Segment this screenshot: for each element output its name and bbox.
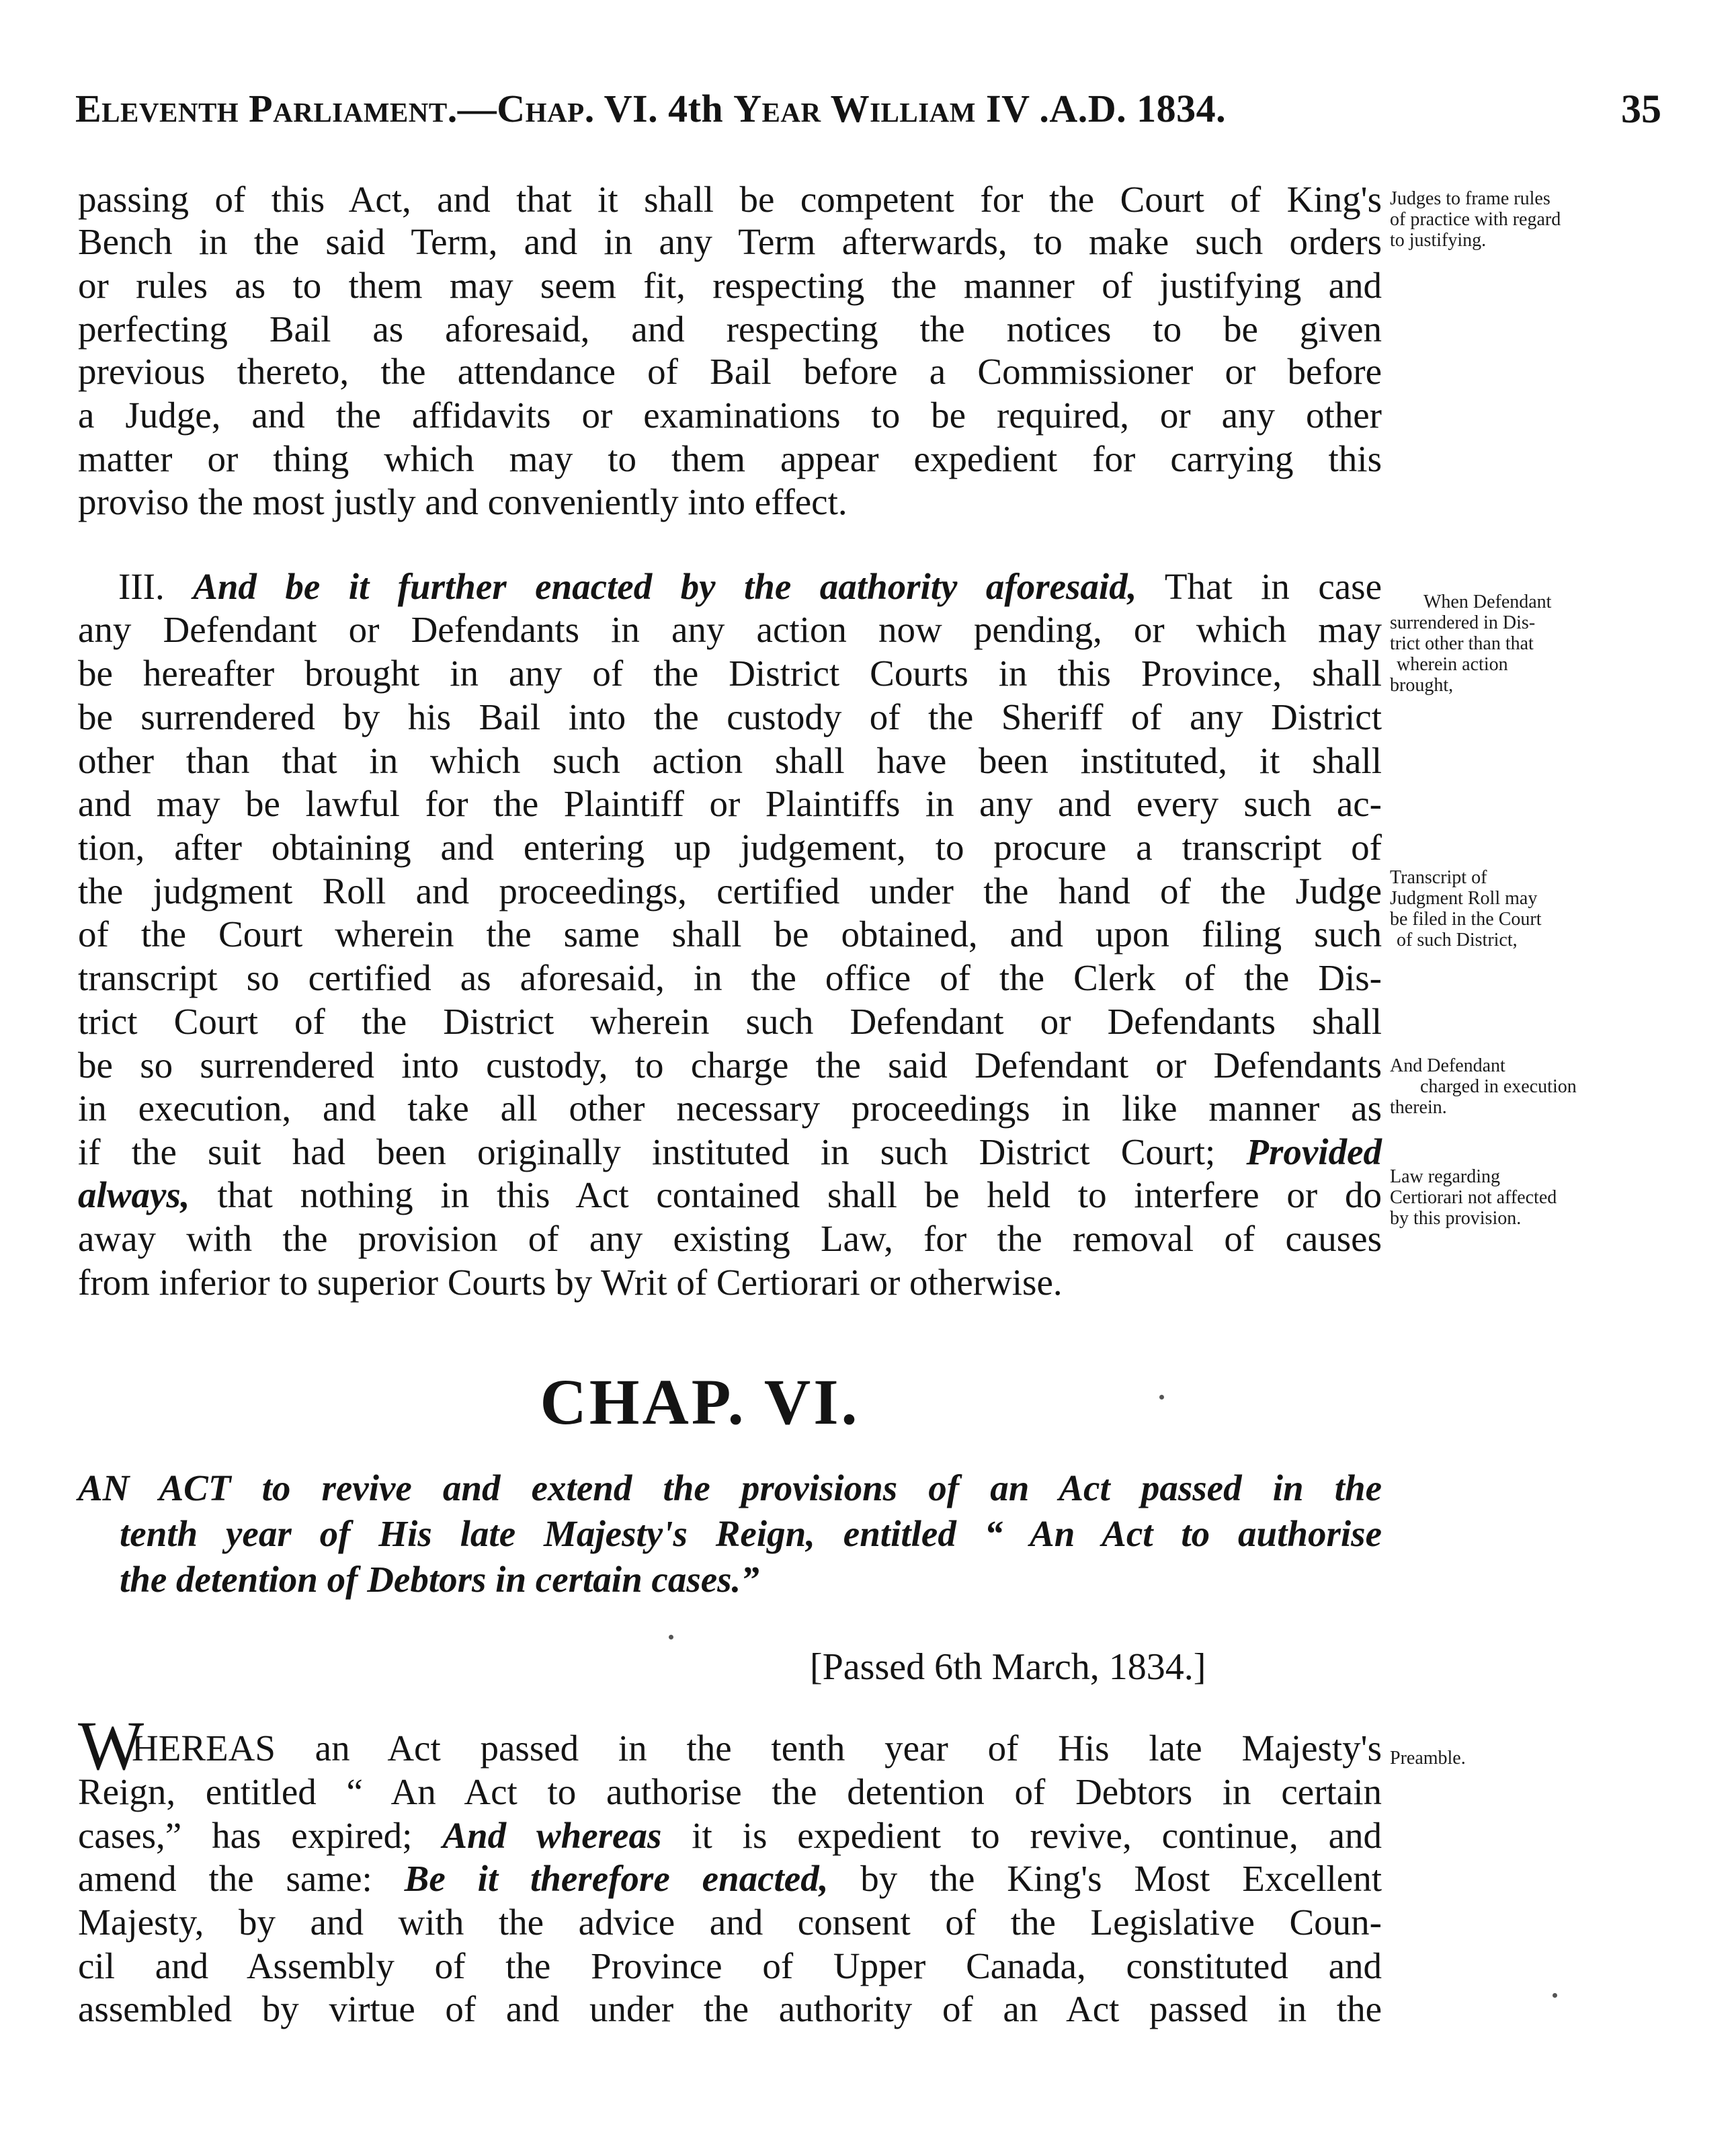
passed-date: [Passed 6th March, 1834.] — [810, 1646, 1206, 1688]
text-line: matter or thing which may to them appear expedient for carrying this — [78, 438, 1382, 479]
act-title-line: tenth year of His late Majesty's Reign, entitled “ An Act to authorise — [120, 1513, 1382, 1554]
text-line: the judgment Roll and proceedings, certified under the hand of the Judge — [78, 870, 1382, 911]
text-line: transcript so certified as aforesaid, in the office of the Clerk of the Dis- — [78, 957, 1382, 998]
text-line: Reign, entitled “ An Act to authorise the detention of Debtors in certain — [78, 1771, 1382, 1812]
text-line: perfecting Bail as aforesaid, and respecting the notices to be given — [78, 309, 1382, 350]
text-line: assembled by virtue of and under the authority of an Act passed in the — [78, 1988, 1382, 2029]
act-title-line: AN ACT to revive and extend the provisions of an Act passed in the — [78, 1467, 1382, 1508]
text-line: trict Court of the District wherein such Defendant or Defendants shall — [78, 1001, 1382, 1042]
text-line: previous thereto, the attendance of Bail before a Commissioner or before — [78, 351, 1382, 392]
text-line: amend the same: Be it therefore enacted, by the King's Most Excellent — [78, 1858, 1382, 1899]
text-line: Bench in the said Term, and in any Term afterwards, to make such orders — [78, 221, 1382, 262]
text-line: passing of this Act, and that it shall be competent for the Court of King's — [78, 179, 1382, 220]
text-line: in execution, and take all other necessary proceedings in like manner as — [78, 1088, 1382, 1129]
text-line: HEREAS an Act passed in the tenth year of His late Majesty's — [132, 1728, 1382, 1769]
text-line: be hereafter brought in any of the District Courts in this Province, shall — [78, 653, 1382, 694]
text-line: of the Court wherein the same shall be obtained, and upon filing such — [78, 914, 1382, 955]
running-header — [75, 86, 1661, 140]
text-line: other than that in which such action shall have been instituted, it shall — [78, 740, 1382, 781]
margin-note-transcript: Transcript of Judgment Roll may be filed in the Court of such District, — [1390, 867, 1542, 950]
page-number: 35 — [1621, 87, 1661, 131]
act-title-line: the detention of Debtors in certain cases.” — [120, 1559, 759, 1600]
text-line: Majesty, by and with the advice and consent of the Legislative Coun- — [78, 1902, 1382, 1943]
text-line: cil and Assembly of the Province of Upper Canada, constituted and — [78, 1945, 1382, 1986]
margin-note-preamble: Preamble. — [1390, 1748, 1466, 1769]
text-line: be surrendered by his Bail into the custody of the Sheriff of any District — [78, 696, 1382, 737]
text-line: if the suit had been originally instituted in such District Court; Provided — [78, 1131, 1382, 1172]
print-speck — [1159, 1395, 1164, 1400]
text-line: cases,” has expired; And whereas it is expedient to revive, continue, and — [78, 1815, 1382, 1856]
print-speck — [1553, 1993, 1557, 1998]
text-line: from inferior to superior Courts by Writ of Certiorari or otherwise. — [78, 1262, 1063, 1303]
drop-cap: W — [78, 1707, 144, 1785]
margin-note-judges: Judges to frame rules of practice with regard to justifying. — [1390, 188, 1561, 251]
header-title: Eleventh Parliament.—Chap. VI. 4th Year William IV .A.D. 1834. — [75, 87, 1227, 130]
text-line: a Judge, and the affidavits or examinations to be required, or any other — [78, 395, 1382, 436]
margin-note-charged: And Defendant charged in execution therein. — [1390, 1055, 1577, 1118]
text-line: tion, after obtaining and entering up judgement, to procure a transcript of — [78, 827, 1382, 868]
text-line: always, that nothing in this Act contained shall be held to interfere or do — [78, 1174, 1382, 1215]
print-speck — [669, 1635, 673, 1639]
text-line: away with the provision of any existing Law, for the removal of causes — [78, 1218, 1382, 1259]
text-line: any Defendant or Defendants in any action now pending, or which may — [78, 609, 1382, 650]
text-line: be so surrendered into custody, to charge the said Defendant or Defendants — [78, 1045, 1382, 1086]
text-line: and may be lawful for the Plaintiff or Plaintiffs in any and every such ac- — [78, 783, 1382, 824]
chapter-heading: CHAP. VI. — [540, 1366, 860, 1438]
margin-note-law: Law regarding Certiorari not affected by this provision. — [1390, 1166, 1557, 1229]
text-line: proviso the most justly and conveniently into effect. — [78, 481, 848, 522]
margin-note-defendant: When Defendant surrendered in Dis- trict other than that wherein action brought, — [1390, 592, 1552, 696]
text-line: or rules as to them may seem fit, respecting the manner of justifying and — [78, 265, 1382, 306]
section-3-first-line: III. And be it further enacted by the aathority aforesaid, That in case — [118, 566, 1382, 607]
